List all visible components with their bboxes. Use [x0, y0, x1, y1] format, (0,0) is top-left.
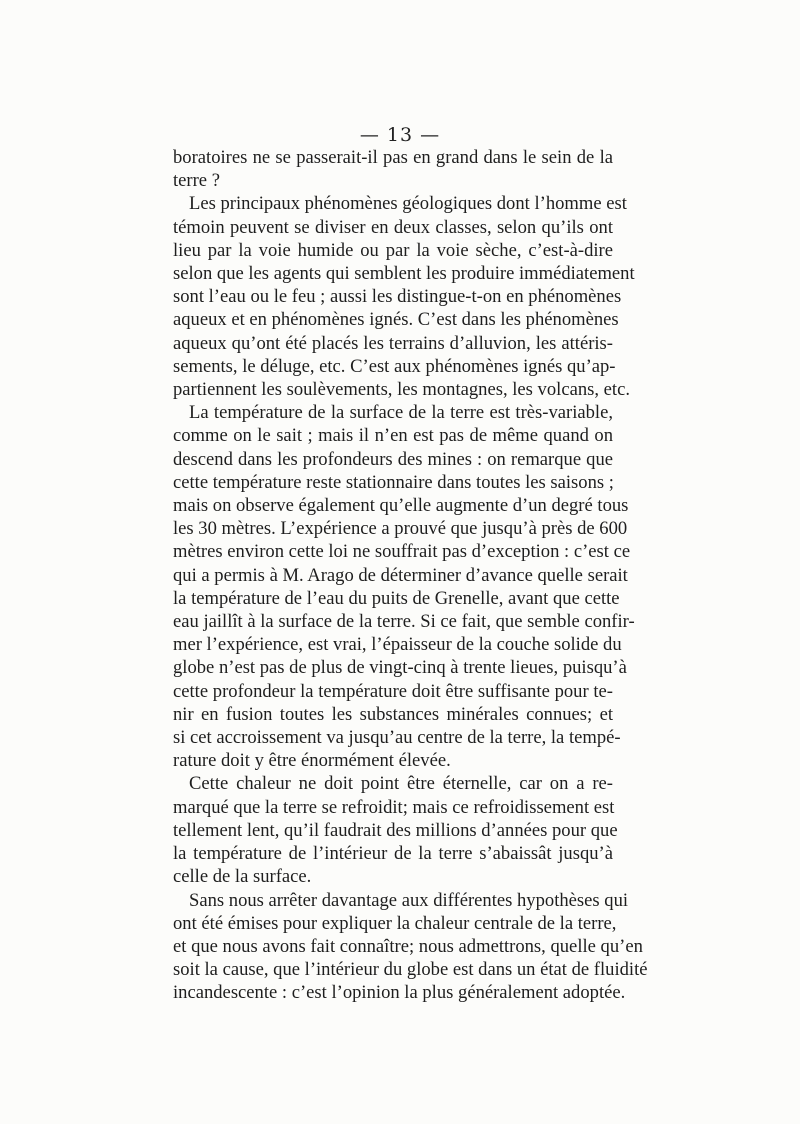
paragraph	[173, 146, 613, 192]
text-line: partiennent les soulèvements, les montagnes, les volcans, etc.	[173, 379, 630, 401]
text-line: selon que les agents qui semblent les produire immédiatement	[173, 263, 635, 285]
text-line: boratoires ne se passerait-il pas en grand dans le sein de la	[173, 147, 613, 168]
body-text	[173, 146, 648, 1005]
text-line: sont l’eau ou le feu ; aussi les distingue-t-on en phénomènes	[173, 286, 622, 308]
text-line: eau jaillît à la surface de la terre. Si ce fait, que semble confir-	[173, 611, 635, 633]
text-line: terre ?	[173, 170, 220, 192]
text-line: Sans nous arrêter davantage aux différentes hypothèses qui	[189, 889, 629, 911]
text-line: mer l’expérience, est vrai, l’épaisseur de la couche solide du	[173, 634, 622, 656]
text-line: qui a permis à M. Arago de déterminer d’avance quelle serait	[173, 564, 628, 586]
text-line: la température de l’intérieur de la terre s’abaissât jusqu’à	[173, 843, 613, 865]
text-line: rature doit y être énormément élevée.	[173, 750, 451, 772]
text-line: si cet accroissement va jusqu’au centre de la terre, la tempé-	[173, 727, 621, 749]
text-line: descend dans les profondeurs des mines : on remarque que	[173, 448, 613, 470]
paragraph	[173, 401, 635, 772]
text-line: mais on observe également qu’elle augmente d’un degré tous	[173, 495, 629, 517]
text-line: les 30 mètres. L’expérience a prouvé que jusqu’à près de 600	[173, 518, 628, 540]
paragraph	[173, 192, 635, 401]
text-line: comme on le sait ; mais il n’en est pas de même quand on	[173, 425, 613, 447]
text-line: La température de la surface de la terre est très-variable,	[189, 402, 613, 424]
paragraph	[173, 889, 648, 1005]
text-line: cette profondeur la température doit être suffisante pour te-	[173, 680, 613, 702]
text-line: nir en fusion toutes les substances minérales connues; et	[173, 703, 613, 725]
text-line: soit la cause, que l’intérieur du globe est dans un état de fluidité	[173, 959, 648, 981]
paragraph	[173, 772, 618, 888]
text-line: lieu par la voie humide ou par la voie sèche, c’est-à-dire	[173, 239, 613, 261]
text-line: et que nous avons fait connaître; nous admettrons, quelle qu’en	[173, 935, 643, 957]
text-line: globe n’est pas de plus de vingt-cinq à trente lieues, puisqu’à	[173, 657, 627, 679]
text-line: aqueux qu’ont été placés les terrains d’alluvion, les attéris-	[173, 332, 613, 354]
text-line: témoin peuvent se diviser en deux classes, selon qu’ils ont	[173, 216, 613, 238]
text-line: tellement lent, qu’il faudrait des millions d’années pour que	[173, 819, 618, 841]
text-line: Cette chaleur ne doit point être éternelle, car on a re-	[189, 773, 613, 795]
text-line: incandescente : c’est l’opinion la plus généralement adoptée.	[173, 982, 626, 1004]
text-line: mètres environ cette loi ne souffrait pas d’exception : c’est ce	[173, 541, 631, 563]
text-line: celle de la surface.	[173, 866, 312, 888]
text-line: Les principaux phénomènes géologiques dont l’homme est	[189, 193, 627, 215]
text-line: aqueux et en phénomènes ignés. C’est dans les phénomènes	[173, 309, 619, 331]
page-number: — 13 —	[359, 124, 441, 146]
text-line: marqué que la terre se refroidit; mais ce refroidissement est	[173, 796, 615, 818]
text-line: ont été émises pour expliquer la chaleur centrale de la terre,	[173, 912, 617, 934]
text-line: la température de l’eau du puits de Grenelle, avant que cette	[173, 587, 620, 609]
text-line: cette température reste stationnaire dans toutes les saisons ;	[173, 471, 614, 493]
text-line: sements, le déluge, etc. C’est aux phénomènes ignés qu’ap-	[173, 355, 616, 377]
